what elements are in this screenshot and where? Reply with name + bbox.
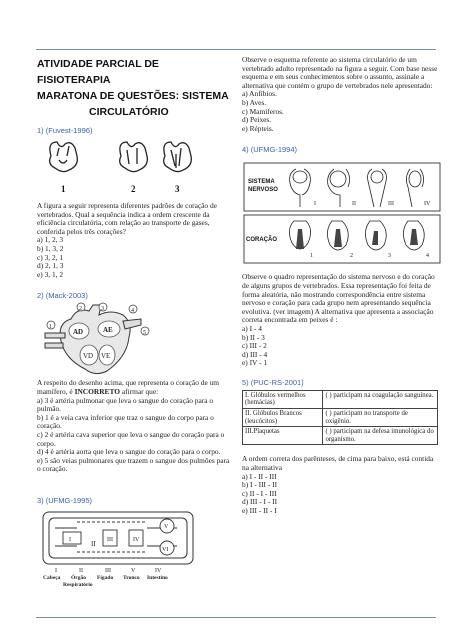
question-1-text: A figura a seguir representa diferentes padrões de coração de vertebrados. Qual a sequência indica a ordem crescente da eficiência circulatória, com relação ao transporte de gases, conferida pelos três corações?	[37, 201, 217, 236]
question-4-text: Observe o quadro representação do sistema nervoso e do coração de alguns grupos de vertebrados. Essa representação foi feita de forma aleatória, não mostrando correspondência entre sistema nervoso e coração para cada grupo nem apresentando sequência evolutiva. (ver imagem) A alternativa que apresenta a associação correta encontrada em peixes é :	[242, 272, 435, 325]
question-4-label: 4) (UFMG-1994)	[242, 145, 298, 155]
q3-option-c[interactable]: c) Mamíferos.	[242, 106, 284, 116]
q4-option-d[interactable]: d) III - 4	[242, 349, 268, 359]
q3-option-d[interactable]: d) Peixes.	[242, 115, 272, 125]
q4-option-e[interactable]: e) IV - 1	[242, 358, 268, 368]
organ-tronco: Tronco	[123, 574, 140, 581]
organ-figado: Fígado	[97, 574, 114, 581]
organ-respiratorio: Respiratório	[63, 581, 93, 588]
matching-table	[242, 390, 438, 446]
numeral-iii: III	[388, 201, 394, 208]
question-2-text: A respeito do desenho acima, que representa o coração de um mamífero, é INCORRETO afirmar que:	[37, 378, 220, 396]
question-1-label: 1) (Fuvest-1996)	[37, 126, 93, 135]
table-cell[interactable]: ( ) participam na defesa imunológica do organismo.	[323, 427, 438, 445]
numeral-2: 2	[350, 253, 353, 260]
label-4: 4	[131, 308, 134, 315]
bottom-label-v: V	[131, 567, 136, 574]
heart-number-2: 2	[131, 184, 136, 194]
q3-option-a[interactable]: a) Anfíbios.	[242, 89, 277, 99]
organ-cabeca: Cabeça	[43, 574, 61, 581]
q4-option-a[interactable]: a) I - 4	[242, 323, 262, 333]
heart-3-drawing	[164, 142, 192, 172]
q4-option-b[interactable]: b) II - 3	[242, 332, 265, 342]
q1-option-c[interactable]: c) 3, 2, 1	[37, 252, 64, 262]
label-2: 2	[79, 306, 82, 313]
numeral-4: 4	[426, 253, 429, 260]
table-cell: I. Glóbulos vermelhos (hemácias)	[243, 390, 323, 408]
question-5-label: 5) (PUC-RS-2001)	[242, 377, 304, 387]
q2-option-c[interactable]: c) 2 é artéria cava superior que leva o sangue do coração para o corpo.	[37, 429, 225, 448]
title-line-2: MARATONA DE QUESTÕES: SISTEMA	[37, 90, 229, 102]
table-row	[243, 409, 438, 427]
title-line-1: ATIVIDADE PARCIAL DE FISIOTERAPIA	[37, 58, 159, 86]
organ-intestino: Intestino	[147, 574, 168, 581]
table-row	[243, 427, 438, 445]
question-2-label: 2) (Mack-2003)	[37, 291, 88, 301]
q3-option-e[interactable]: e) Répteis.	[242, 123, 274, 133]
q4-option-c[interactable]: c) III - 2	[242, 341, 267, 351]
q3-option-b[interactable]: b) Aves.	[242, 97, 267, 107]
q3-continuation-text: Observe o esquema referente ao sistema circulatório de um vertebrado adulto representado na figura a seguir. Com base nesse esquema e em seus conhecimentos sobre o assunto, assinale a alternativa que contém o grupo de vertebrados nele apresentado:	[242, 55, 438, 90]
mammal-heart-figure	[37, 301, 233, 379]
label-ad: AD	[73, 328, 84, 337]
nervous-heart-figure	[242, 159, 442, 265]
circulation-scheme-figure	[37, 506, 233, 588]
q2-option-b[interactable]: b) 1 é a veia cava inferior que traz o sangue do corpo para o coração.	[37, 412, 214, 431]
bottom-label-ii: II	[79, 567, 83, 574]
roman-iii: III	[107, 536, 113, 543]
q1-option-d[interactable]: d) 2, 1, 3	[37, 261, 64, 271]
q5-option-c[interactable]: c) II - I - III	[242, 488, 277, 498]
footer-rule	[36, 617, 436, 618]
heart-number-3: 3	[175, 184, 180, 194]
right-column	[242, 56, 442, 516]
question-5-text: A ordem correta dos parênteses, de cima para baixo, está contida na alternativa	[242, 454, 434, 473]
roman-iv: IV	[133, 536, 140, 543]
question-3-label: 3) (UFMG-1995)	[37, 495, 93, 505]
numeral-1: 1	[310, 253, 313, 260]
q2-option-d[interactable]: d) 4 é artéria aorta que leva o sangue do coração para o corpo.	[37, 447, 221, 457]
q2-option-e[interactable]: e) 5 são veias pulmonares que trazem o sangue dos pulmões para o coração.	[37, 455, 230, 474]
label-5: 5	[143, 330, 146, 337]
q5-option-b[interactable]: b) I - III - II	[242, 480, 278, 490]
question-4-options	[242, 325, 442, 368]
label-vd: VD	[83, 352, 94, 361]
heart-1-drawing	[50, 142, 78, 172]
q5-option-d[interactable]: d) III - I - II	[242, 497, 278, 507]
roman-v: V	[164, 523, 169, 530]
left-column	[37, 56, 233, 588]
q3-options	[242, 90, 442, 133]
label-coracao: CORAÇÃO	[246, 237, 277, 244]
numeral-3: 3	[388, 253, 391, 260]
numeral-iv: IV	[424, 201, 431, 208]
roman-i: I	[69, 536, 71, 543]
roman-ii: II	[91, 539, 96, 548]
page-title	[37, 56, 233, 120]
title-line-3: CIRCULATÓRIO	[89, 106, 169, 118]
q5-option-e[interactable]: e) III - II - I	[242, 506, 277, 515]
numeral-ii: II	[352, 201, 356, 208]
label-nervoso: NERVOSO	[248, 187, 278, 194]
q1-option-e[interactable]: e) 3, 1, 2	[37, 269, 64, 279]
label-sistema: SISTEMA	[248, 179, 275, 186]
table-cell: III.Plaquetas	[243, 427, 323, 445]
q1-option-b[interactable]: b) 1, 3, 2	[37, 243, 64, 253]
heart-number-1: 1	[61, 184, 66, 194]
incorreto-emphasis: INCORRETO	[74, 386, 121, 396]
q5-option-a[interactable]: a) I - II - III	[242, 471, 277, 481]
label-3: 3	[101, 306, 104, 313]
table-row	[243, 390, 438, 408]
question-2-options	[37, 397, 233, 474]
question-5-options	[242, 473, 442, 516]
three-hearts-figure	[37, 136, 233, 198]
bottom-label-iv: IV	[155, 567, 162, 574]
numeral-i: I	[314, 201, 316, 208]
heart-2-drawing	[120, 142, 148, 172]
organ-orgao: Órgão	[71, 574, 86, 581]
bottom-label-i: I	[55, 567, 57, 574]
table-cell: II. Glóbulos Brancos (leucócitos)	[243, 409, 323, 427]
table-cell[interactable]: ( ) participam na coagulação sanguínea.	[323, 390, 438, 408]
question-1-options	[37, 236, 233, 279]
header-rule	[36, 49, 436, 50]
table-cell[interactable]: ( ) participam no transporte de oxigênio.	[323, 409, 438, 427]
label-ae: AE	[103, 326, 113, 335]
label-ve: VE	[101, 352, 111, 361]
q1-option-a[interactable]: a) 1, 2, 3	[37, 235, 64, 245]
roman-vi: VI	[162, 546, 169, 553]
label-1: 1	[49, 324, 52, 331]
q2-option-a[interactable]: a) 3 é artéria pulmonar que leva o sangue do coração para o pulmão.	[37, 395, 214, 414]
bottom-label-iii: III	[105, 567, 111, 574]
